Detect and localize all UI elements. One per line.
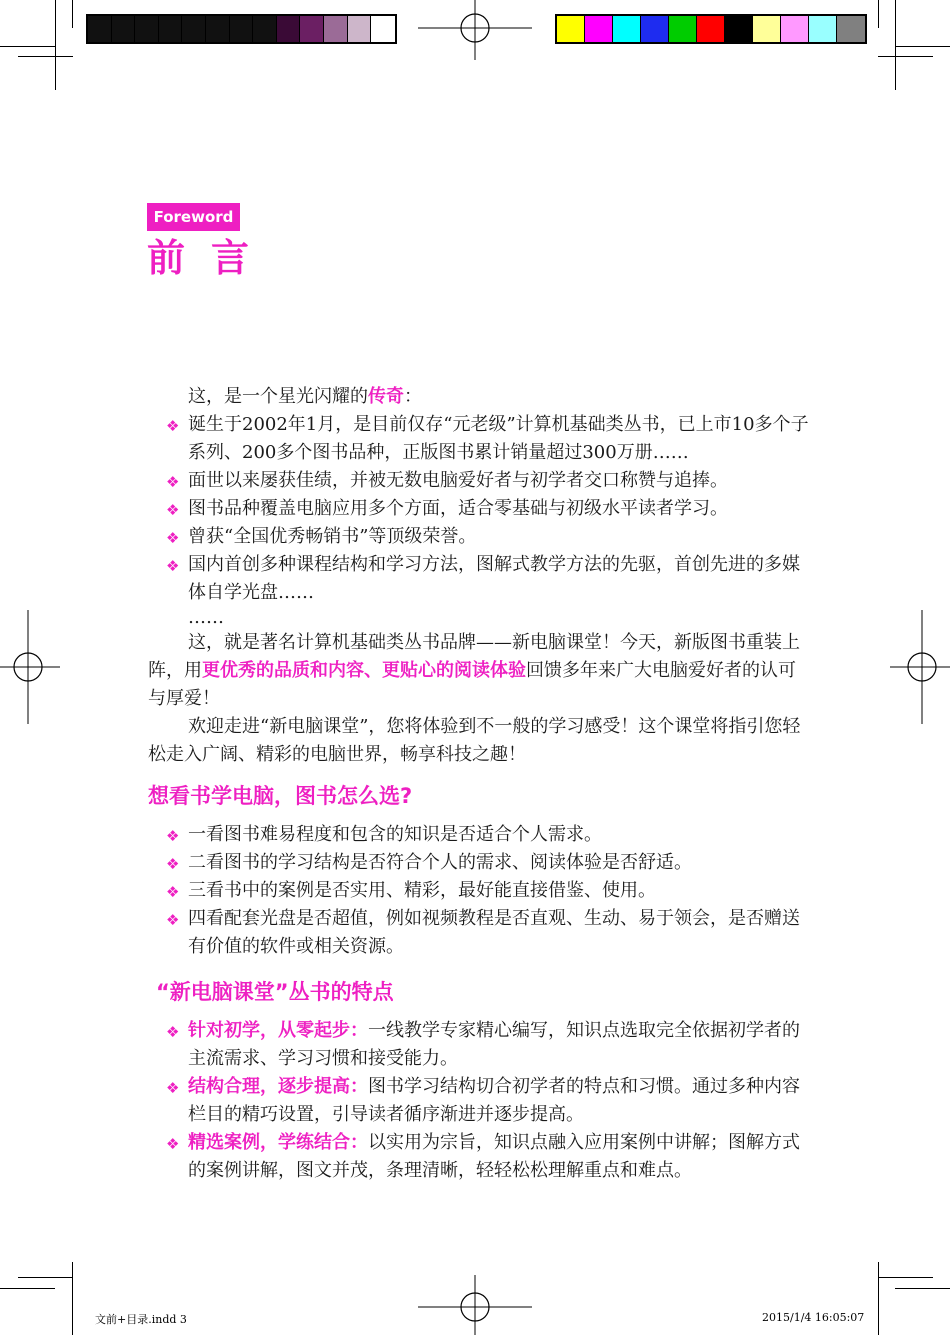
diamond-bullet-icon: ❖ [166,883,180,901]
color-swatch [613,16,641,42]
features-list [148,1017,810,1185]
color-swatch [809,16,837,42]
section-heading-features: “新电脑课堂”丛书的特点 [156,980,394,1004]
list-item-text: 一看图书难易程度和包含的知识是否适合个人需求。 [188,824,602,845]
list-item [148,1129,810,1185]
diamond-bullet-icon: ❖ [166,827,180,845]
registration-mark-left [0,610,60,724]
list-item [148,849,810,877]
list-item [148,821,810,849]
intro-paragraph-3: 欢迎走进“新电脑课堂”，您将体验到不一般的学习感受！这个课堂将指引您轻松走入广阔、精彩的电脑世界，畅享科技之趣！ [148,716,801,765]
list-item [148,551,810,607]
diamond-bullet-icon: ❖ [166,501,180,519]
crop-mark [895,0,896,90]
slug-timestamp: 2015/1/4 16:05:07 [762,1311,865,1324]
list-item [148,495,810,523]
color-swatch [159,16,183,42]
diamond-bullet-icon: ❖ [166,1135,180,1153]
color-swatch [371,16,395,42]
color-swatch [669,16,697,42]
color-swatch [557,16,585,42]
slug-filename: 文前+目录.indd 3 [95,1313,187,1326]
diamond-bullet-icon: ❖ [166,1023,180,1041]
list-item [148,523,810,551]
color-swatch [206,16,230,42]
list-item [148,411,810,467]
diamond-bullet-icon: ❖ [166,473,180,491]
color-swatch [300,16,324,42]
color-swatch [697,16,725,42]
diamond-bullet-icon: ❖ [166,1079,180,1097]
para2-highlight: 更优秀的品质和内容、更贴心的阅读体验 [202,660,526,681]
list-item-text: 三看书中的案例是否实用、精彩，最好能直接借鉴、使用。 [188,880,656,901]
para2-text-end: 回馈多年来广大电脑爱好者的认可与厚爱！ [148,660,796,709]
color-swatch [277,16,301,42]
list-item-text: 以实用为宗旨，知识点融入应用案例中讲解；图解方式的案例讲解，图文并茂，条理清晰，轻轻松松理解重点和难点。 [188,1132,800,1181]
color-swatch [641,16,669,42]
list-item-text: 国内首创多种课程结构和学习方法，图解式教学方法的先驱，首创先进的多媒体自学光盘…… [188,554,800,603]
list-item-text: 二看图书的学习结构是否符合个人的需求、阅读体验是否舒适。 [188,852,692,873]
list-item [148,905,810,961]
diamond-bullet-icon: ❖ [166,529,180,547]
list-item-text: 面世以来屡获佳绩，并被无数电脑爱好者与初学者交口称赞与追捧。 [188,470,728,491]
list-item-text: 诞生于2002年1月，是目前仅存“元老级”计算机基础类丛书，已上市10多个子系列、200多个图书品种，正版图书累计销量超过300万册…… [188,414,809,463]
color-swatch [112,16,136,42]
color-swatch [230,16,254,42]
crop-mark [895,1288,950,1289]
color-swatch [348,16,372,42]
intro-lead [148,383,810,411]
choose-books-list [148,821,810,961]
color-bar-left [86,14,397,44]
registration-mark-bottom [418,1275,532,1335]
crop-mark [72,0,73,28]
crop-mark [895,46,950,47]
crop-mark [18,1277,73,1278]
crop-mark [878,1277,933,1278]
color-swatch [585,16,613,42]
diamond-bullet-icon: ❖ [166,557,180,575]
color-swatch [88,16,112,42]
foreword-tag: Foreword [147,203,240,231]
crop-mark [878,1262,879,1335]
list-item-text: 一线教学专家精心编写，知识点选取完全依据初学者的主流需求、学习习惯和接受能力。 [188,1020,800,1069]
list-item-text: 曾获“全国优秀畅销书”等顶级荣誉。 [188,526,477,547]
section-heading-choose-books: 想看书学电脑，图书怎么选? [148,784,413,808]
list-item [148,877,810,905]
feature-label: 精选案例，学练结合： [188,1132,368,1153]
feature-label: 结构合理，逐步提高： [188,1076,368,1097]
foreword-body [148,383,810,1185]
ellipsis: …… [188,607,224,628]
crop-mark [878,56,933,57]
color-swatch [135,16,159,42]
intro-lead-text: 这，是一个星光闪耀的 [188,386,368,407]
crop-mark [878,0,879,28]
crop-mark [0,46,55,47]
intro-lead-colon: ： [404,386,422,407]
feature-label: 针对初学，从零起步： [188,1020,368,1041]
list-item [148,1017,810,1073]
color-swatch [837,16,865,42]
list-item-text: 图书品种覆盖电脑应用多个方面，适合零基础与初级水平读者学习。 [188,498,728,519]
intro-lead-highlight: 传奇 [368,386,404,407]
color-swatch [725,16,753,42]
list-item [148,1073,810,1129]
para2-text: 这，就是著名计算机基础类丛书品牌——新电脑课堂！今天，新版图书重装上阵，用 [148,632,800,681]
list-item-text: 图书学习结构切合初学者的特点和习惯。通过多种内容栏目的精巧设置，引导读者循序渐进并逐步提高。 [188,1076,800,1125]
color-swatch [753,16,781,42]
diamond-bullet-icon: ❖ [166,417,180,435]
color-swatch [324,16,348,42]
crop-mark [0,1288,55,1289]
color-swatch [182,16,206,42]
color-bar-right [555,14,867,44]
list-item-text: 四看配套光盘是否超值，例如视频教程是否直观、生动、易于领会，是否赠送有价值的软件或相关资源。 [188,908,800,957]
page-title: 前言 [147,236,276,280]
diamond-bullet-icon: ❖ [166,855,180,873]
registration-mark-top [418,0,532,60]
intro-bullet-list [148,411,810,607]
registration-mark-right [890,610,950,724]
list-item [148,467,810,495]
color-swatch [253,16,277,42]
crop-mark [72,1262,73,1335]
crop-mark [18,56,73,57]
intro-paragraph-2 [148,629,810,713]
color-swatch [781,16,809,42]
diamond-bullet-icon: ❖ [166,911,180,929]
crop-mark [55,0,56,90]
